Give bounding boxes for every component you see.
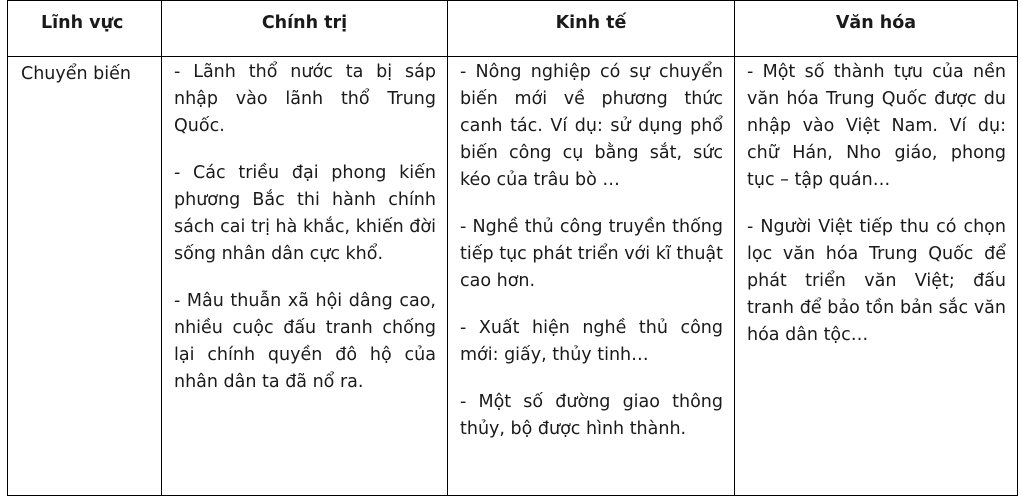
kinh-te-item: - Nông nghiệp có sự chuyển biến mới về phương thức canh tác. Ví dụ: sử dụng phổ biến công cụ bằng sắt, sức kéo của trâu bò … [460,62,723,190]
header-van-hoa: Văn hóa [735,1,1018,57]
chinh-tri-item: - Lãnh thổ nước ta bị sáp nhập vào lãnh thổ Trung Quốc. [174,62,436,136]
header-row [8,1,1018,57]
kinh-te-item: - Xuất hiện nghề thủ công mới: giấy, thủy tinh… [460,318,723,365]
cell-kinh-te [448,57,735,496]
header-chinh-tri: Chính trị [162,1,448,57]
header-kinh-te: Kinh tế [448,1,735,57]
van-hoa-item: - Một số thành tựu của nền văn hóa Trung Quốc được du nhập vào Việt Nam. Ví dụ: chữ Hán, Nho giáo, phong tục – tập quán… [747,62,1006,190]
kinh-te-item: - Một số đường giao thông thủy, bộ được hình thành. [460,392,723,439]
header-linh-vuc: Lĩnh vực [8,1,162,57]
kinh-te-item: - Nghề thủ công truyền thống tiếp tục phát triển với kĩ thuật cao hơn. [460,217,723,291]
row-label-chuyen-bien: Chuyển biến [8,57,162,496]
cell-chinh-tri [162,57,448,496]
transformation-table [7,0,1018,496]
cell-van-hoa [735,57,1018,496]
chinh-tri-item: - Các triều đại phong kiến phương Bắc thi hành chính sách cai trị hà khắc, khiến đời sống nhân dân cực khổ. [174,163,436,264]
table-row [8,57,1018,496]
chinh-tri-item: - Mâu thuẫn xã hội dâng cao, nhiều cuộc đấu tranh chống lại chính quyền đô hộ của nhân dân ta đã nổ ra. [174,291,436,392]
van-hoa-item: - Người Việt tiếp thu có chọn lọc văn hóa Trung Quốc để phát triển văn Việt; đấu tranh để bảo tồn bản sắc văn hóa dân tộc… [747,217,1006,345]
